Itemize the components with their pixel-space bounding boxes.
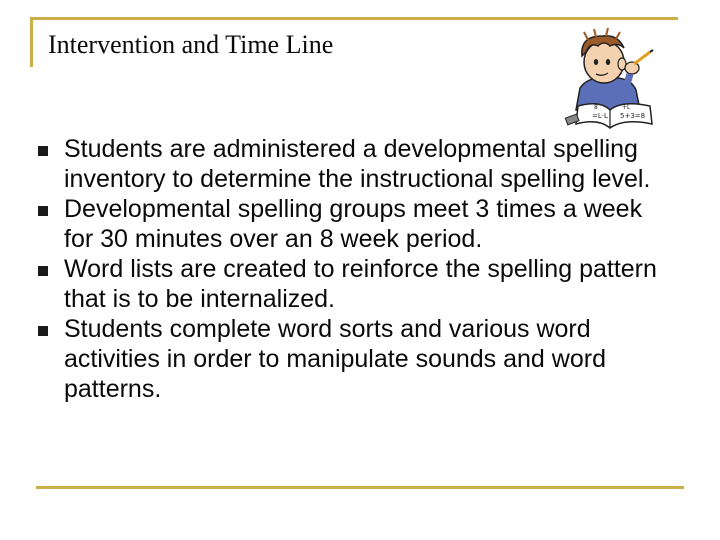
boy-studying-clipart-icon <box>558 26 658 130</box>
square-bullet-icon <box>38 266 48 276</box>
list-item <box>36 254 676 314</box>
bottom-divider <box>36 486 684 489</box>
list-item <box>36 314 676 404</box>
svg-text:+L: +L <box>622 104 631 111</box>
svg-text:=L·L: =L·L <box>592 112 608 120</box>
bullet-text: Students complete word sorts and various word activities in order to manipulate sounds and word patterns. <box>64 315 606 403</box>
bullet-list <box>36 134 676 404</box>
square-bullet-icon <box>38 146 48 156</box>
bullet-text: Word lists are created to reinforce the spelling pattern that is to be internalized. <box>64 255 657 313</box>
list-item <box>36 194 676 254</box>
bullet-text: Developmental spelling groups meet 3 times a week for 30 minutes over an 8 week period. <box>64 195 643 253</box>
bullet-text: Students are administered a developmental spelling inventory to determine the instructional spelling level. <box>64 135 651 193</box>
square-bullet-icon <box>38 326 48 336</box>
svg-text:8: 8 <box>594 104 598 111</box>
top-divider <box>30 17 678 20</box>
square-bullet-icon <box>38 206 48 216</box>
slide-title: Intervention and Time Line <box>48 30 334 59</box>
left-divider <box>30 17 33 67</box>
list-item <box>36 134 676 194</box>
svg-text:5+3=8: 5+3=8 <box>620 112 646 120</box>
